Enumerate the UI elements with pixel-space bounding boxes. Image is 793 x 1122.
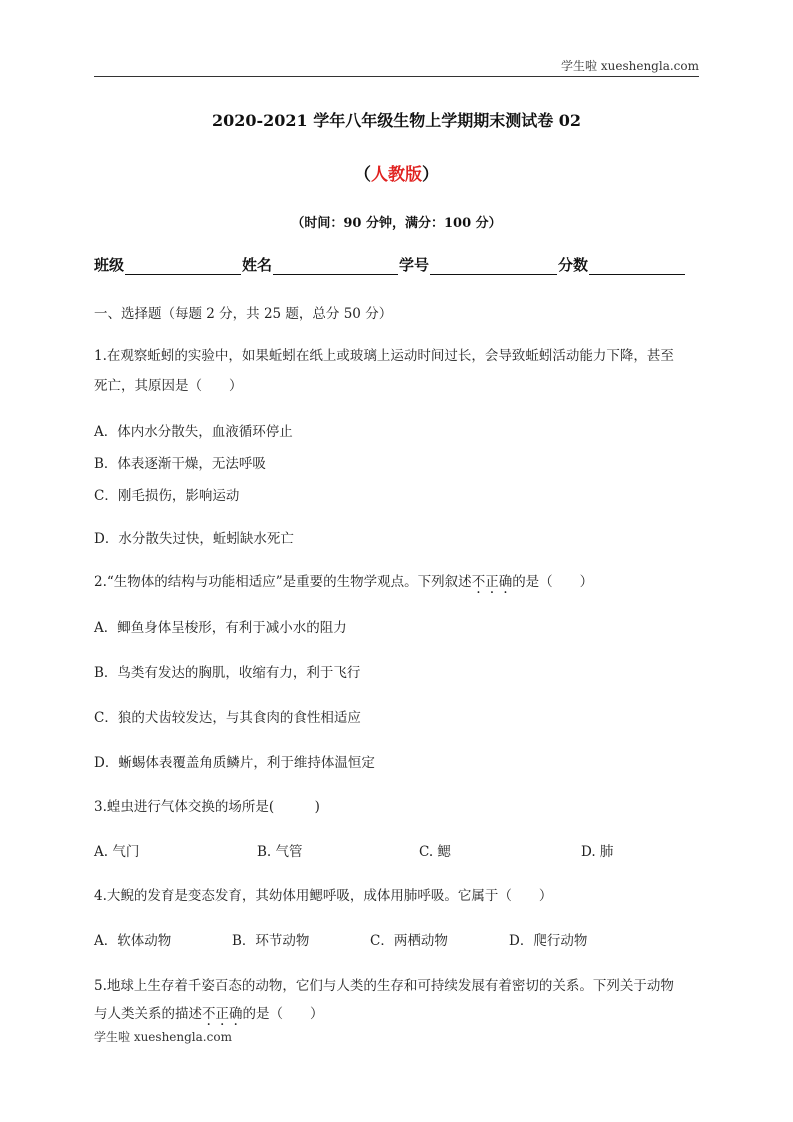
q5-stem-line1: 5.地球上生存着千姿百态的动物，它们与人类的生存和可持续发展有着密切的关系。下列关于动物 (94, 978, 674, 994)
student-info-fields (94, 254, 686, 275)
section-heading: 一、选择题（每题 2 分，共 25 题，总分 50 分） (94, 306, 393, 322)
q2-option-c: C．狼的犬齿较发达，与其食肉的食性相适应 (94, 710, 361, 726)
name-label: 姓名 (242, 256, 273, 274)
q2-stem-post: 的是（ ） (512, 574, 594, 590)
q5-stem-line2 (94, 1002, 324, 1022)
number-label: 学号 (399, 256, 430, 274)
q2-option-a: A．鲫鱼身体呈梭形，有利于减小水的阻力 (94, 620, 347, 636)
q2-stem (94, 570, 593, 590)
footer-site: 学生啦 xueshengla.com (94, 1030, 232, 1044)
q2-stem-pre: 2.“生物体的结构与功能相适应”是重要的生物学观点。下列叙述 (94, 574, 472, 590)
q1-option-b: B．体表逐渐干燥，无法呼吸 (94, 456, 266, 472)
q4-stem: 4.大鲵的发育是变态发育，其幼体用鳃呼吸，成体用肺呼吸。它属于（ ） (94, 888, 553, 904)
q3-stem: 3.蝗虫进行气体交换的场所是( ) (94, 799, 320, 815)
q2-option-b: B．鸟类有发达的胸肌，收缩有力，利于飞行 (94, 665, 361, 681)
q1-option-a: A．体内水分散失，血液循环停止 (94, 424, 293, 440)
q4-option-d: D．爬行动物 (509, 933, 588, 949)
score-label: 分数 (558, 256, 589, 274)
edition-close: ） (422, 165, 439, 185)
header-divider (94, 76, 699, 77)
q1-option-d: D．水分散失过快，蚯蚓缺水死亡 (94, 531, 294, 547)
name-blank[interactable] (273, 257, 398, 275)
page-title: 2020-2021 学年八年级生物上学期期末测试卷 02 (211, 111, 582, 130)
q3-option-d: D. 肺 (581, 844, 614, 860)
q3-option-b: B. 气管 (257, 844, 303, 860)
header-site: 学生啦 xueshengla.com (561, 59, 699, 73)
q2-emphasis-2: 正 (485, 574, 499, 590)
exam-timing: （时间：90 分钟，满分：100 分） (291, 216, 502, 231)
q1-option-c: C．刚毛损伤，影响运动 (94, 488, 240, 504)
edition-name: 人教版 (371, 165, 422, 185)
q4-option-b: B．环节动物 (232, 933, 310, 949)
class-label: 班级 (94, 256, 125, 274)
q4-option-a: A．软体动物 (94, 933, 172, 949)
q3-option-c: C. 鳃 (419, 844, 451, 860)
edition-label (0, 160, 793, 185)
q2-option-d: D．蜥蜴体表覆盖角质鳞片，利于维持体温恒定 (94, 755, 375, 771)
q1-stem-line1: 1.在观察蚯蚓的实验中，如果蚯蚓在纸上或玻璃上运动时间过长，会导致蚯蚓活动能力下降，甚至 (94, 348, 674, 364)
q3-option-a: A. 气门 (94, 844, 140, 860)
q4-option-c: C．两栖动物 (370, 933, 448, 949)
q4-options (94, 929, 587, 949)
q5-stem-post: 的是（ ） (242, 1006, 324, 1022)
q5-emphasis-3: 确 (229, 1006, 243, 1022)
q2-emphasis-1: 不 (471, 574, 486, 590)
class-blank[interactable] (125, 257, 241, 275)
number-blank[interactable] (430, 257, 557, 275)
score-blank[interactable] (589, 257, 685, 275)
q1-stem-line2: 死亡，其原因是（ ） (94, 378, 243, 394)
q3-options (94, 840, 613, 860)
edition-open: （ (354, 165, 371, 185)
q5-emphasis-1: 不 (202, 1006, 216, 1022)
q5-stem-pre: 与人类关系的描述 (94, 1006, 202, 1022)
q5-emphasis-2: 正 (215, 1006, 229, 1022)
q2-emphasis-3: 确 (498, 574, 513, 590)
